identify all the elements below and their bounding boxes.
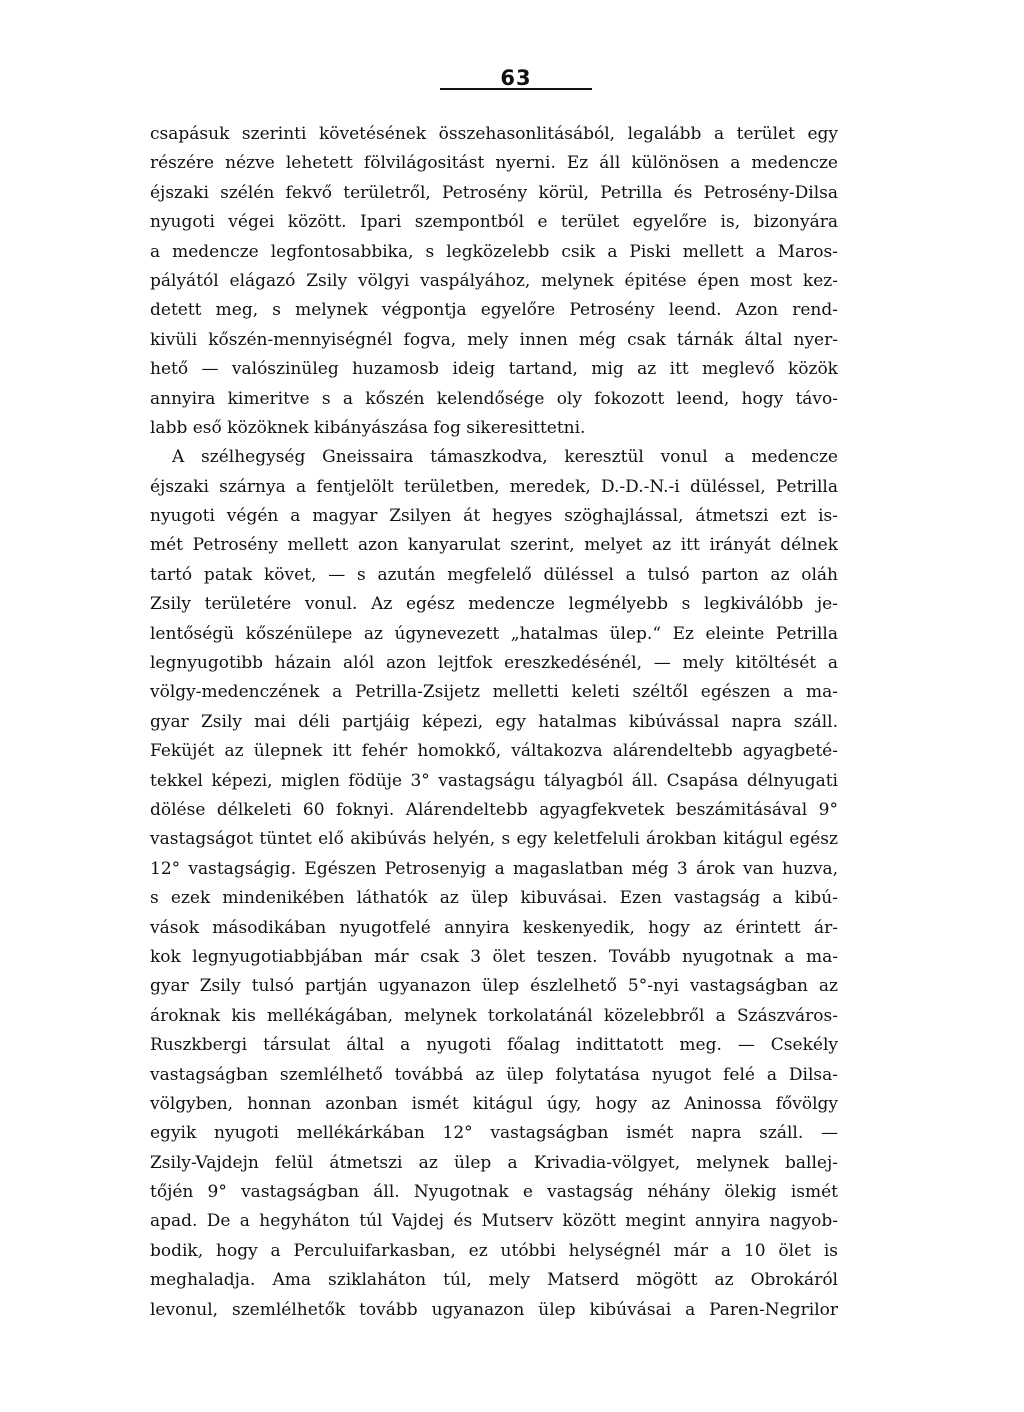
text-line: bodik, hogy a Perculuifarkasban, ez utóbbi helységnél már a 10 ölet is bbox=[150, 1240, 838, 1261]
text-line: meghaladja. Ama sziklaháton túl, mely Matserd mögött az Obrokáról bbox=[150, 1270, 838, 1291]
text-line: detett meg, s melynek végpontja egyelőre Petrosény leend. Azon rend- bbox=[150, 300, 838, 321]
text-line: pályától elágazó Zsily völgyi vaspályához, melynek épitése épen most kez- bbox=[150, 270, 838, 291]
text-line: vastagságot tüntet elő akibúvás helyén, s egy keletfeluli árokban kitágul egész bbox=[150, 829, 838, 850]
text-line: részére nézve lehetett fölvilágositást nyerni. Ez áll különösen a medencze bbox=[150, 153, 838, 174]
text-line: tartó patak követ, — s azután megfelelő düléssel a tulsó parton az oláh bbox=[150, 564, 838, 585]
text-line: ároknak kis mellékágában, melynek torkolatánál közelebbről a Szászváros- bbox=[150, 1005, 838, 1026]
text-line: Ruszkbergi társulat által a nyugoti főalag indittatott meg. — Csekély bbox=[150, 1035, 838, 1056]
text-line: kok legnyugotiabbjában már csak 3 ölet teszen. Tovább nyugotnak a ma- bbox=[150, 946, 838, 967]
text-line: legnyugotibb házain alól azon lejtfok ereszkedésénél, — mely kitöltését a bbox=[150, 653, 838, 674]
text-line: mét Petrosény mellett azon kanyarulat szerint, melyet az itt irányát délnek bbox=[150, 535, 838, 556]
text-line: levonul, szemlélhetők tovább ugyanazon ülep kibúvásai a Paren-Negrilor bbox=[150, 1299, 838, 1320]
text-line: dölése délkeleti 60 foknyi. Alárendeltebb agyagfekvetek beszámitásával 9° bbox=[150, 799, 838, 820]
page-number: 63 bbox=[500, 66, 532, 90]
text-line: csapásuk szerinti követésének összehasonlitásából, legalább a terület egy bbox=[150, 124, 838, 144]
text-line: egyik nyugoti mellékárkában 12° vastagságban ismét napra száll. — bbox=[150, 1123, 838, 1144]
page-header bbox=[440, 60, 592, 92]
text-line: a medencze legfontosabbika, s legközelebb csik a Piski mellett a Maros- bbox=[150, 241, 838, 262]
text-line: lentőségü kőszénülepe az úgynevezett „hatalmas ülep.“ Ez eleinte Petrilla bbox=[150, 623, 838, 644]
text-line: kivüli kőszén-mennyiségnél fogva, mely innen még csak tárnák által nyer- bbox=[150, 329, 838, 350]
text-line: völgyben, honnan azonban ismét kitágul úgy, hogy az Aninossa fővölgy bbox=[150, 1093, 838, 1114]
text-line: völgy-medenczének a Petrilla-Zsijetz melletti keleti széltől egészen a ma- bbox=[150, 682, 838, 703]
text-line: s ezek mindenikében láthatók az ülep kibuvásai. Ezen vastagság a kibú- bbox=[150, 888, 838, 909]
text-line: hető — valószinüleg huzamosb ideig tartand, mig az itt meglevő közök bbox=[150, 359, 838, 380]
text-line: labb eső közöknek kibányászása fog sikeresittetni. bbox=[150, 417, 586, 438]
text-line: nyugoti végén a magyar Zsilyen át hegyes szöghajlással, átmetszi ezt is- bbox=[150, 506, 838, 527]
text-line: éjszaki szélén fekvő területről, Petrosény körül, Petrilla és Petrosény-Dilsa bbox=[150, 182, 838, 203]
header-rule bbox=[440, 88, 592, 90]
text-line: 12° vastagságig. Egészen Petrosenyig a magaslatban még 3 árok van huzva, bbox=[150, 858, 838, 879]
text-line: tőjén 9° vastagságban áll. Nyugotnak e vastagság néhány ölekig ismét bbox=[150, 1182, 838, 1203]
text-line: Feküjét az ülepnek itt fehér homokkő, váltakozva alárendeltebb agyagbeté- bbox=[150, 741, 838, 762]
text-line: A szélhegység Gneissaira támaszkodva, keresztül vonul a medencze bbox=[172, 447, 838, 468]
body-text bbox=[150, 120, 838, 1325]
text-line: tekkel képezi, miglen födüje 3° vastagságu tályagból áll. Csapása délnyugati bbox=[150, 770, 838, 791]
text-line: vások másodikában nyugotfelé annyira keskenyedik, hogy az érintett ár- bbox=[150, 917, 838, 938]
text-line: nyugoti végei között. Ipari szempontból e terület egyelőre is, bizonyára bbox=[150, 212, 838, 233]
text-line: Zsily területére vonul. Az egész medencze legmélyebb s legkiválóbb je- bbox=[150, 594, 838, 615]
text-line: Zsily-Vajdejn felül átmetszi az ülep a Krivadia-völgyet, melynek ballej- bbox=[150, 1152, 838, 1173]
text-line: gyar Zsily mai déli partjáig képezi, egy hatalmas kibúvással napra száll. bbox=[150, 711, 838, 732]
text-line: gyar Zsily tulsó partján ugyanazon ülep észlelhető 5°-nyi vastagságban az bbox=[150, 976, 838, 997]
text-line: apad. De a hegyháton túl Vajdej és Mutserv között megint annyira nagyob- bbox=[150, 1211, 838, 1232]
text-line: annyira kimeritve s a kőszén kelendősége oly fokozott leend, hogy távo- bbox=[150, 388, 838, 409]
text-line: vastagságban szemlélhető továbbá az ülep folytatása nyugot felé a Dilsa- bbox=[150, 1064, 838, 1085]
text-line: éjszaki szárnya a fentjelölt területben, meredek, D.-D.-N.-i düléssel, Petrilla bbox=[150, 476, 838, 497]
